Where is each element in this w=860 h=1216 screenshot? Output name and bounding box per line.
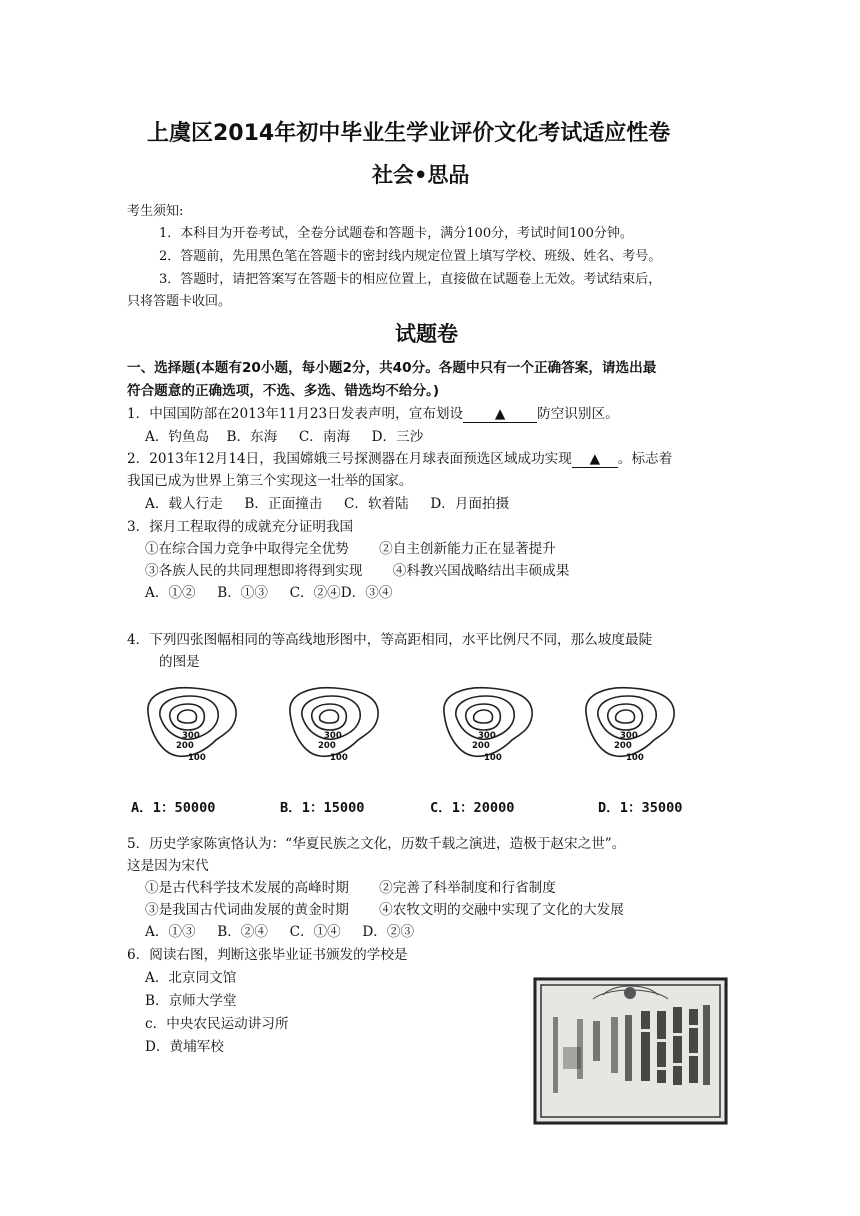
q1-stem-after: 防空识别区。 — [537, 406, 619, 422]
question-1-options: A．钓鱼岛 B．东海 C．南海 D．三沙 — [145, 429, 424, 445]
contour-label-200: 200 — [176, 741, 194, 751]
contour-label-200: 200 — [614, 741, 632, 751]
question-6-option-a: A．北京同文馆 — [145, 970, 237, 986]
question-2-stem — [127, 447, 672, 468]
question-6-option-c: c．中央农民运动讲习所 — [145, 1016, 289, 1032]
question-1-stem — [127, 402, 619, 423]
question-5-stem-cont: 这是因为宋代 — [127, 858, 209, 874]
section-title: 试题卷 — [395, 322, 458, 346]
question-6-option-b: B．京师大学堂 — [145, 993, 237, 1009]
contour-label-300: 300 — [478, 731, 496, 741]
contour-label-300: 300 — [620, 731, 638, 741]
question-5-options: A．①③ B．②④ C．①④ D．②③ — [145, 924, 415, 940]
graduation-certificate-image — [533, 977, 728, 1125]
question-2-options: A．载人行走 B．正面撞击 C．软着陆 D．月面拍摄 — [145, 496, 510, 512]
question-3-choices-34: ③各族人民的共同理想即将得到实现 ④科教兴国战略结出丰硕成果 — [145, 563, 570, 579]
q2-stem-after: 。标志着 — [617, 451, 673, 467]
notice-heading: 考生须知: — [127, 204, 184, 219]
contour-label-100: 100 — [484, 753, 502, 763]
part1-instruction-cont: 符合题意的正确选项，不选、多选、错选均不给分。) — [127, 383, 440, 399]
map-scale-label-c: C．1：20000 — [430, 800, 515, 816]
notice-item-3: 3．答题时，请把答案写在答题卡的相应位置上，直接做在试题卷上无效。考试结束后， — [159, 272, 662, 287]
question-4-stem: 4．下列四张图幅相同的等高线地形图中，等高距相同，水平比例尺不同，那么坡度最陡 — [127, 632, 653, 648]
answer-blank: ▲ — [572, 451, 618, 468]
question-3-options: A．①② B．①③ C．②④D．③④ — [145, 585, 393, 601]
page-title: 上虞区2014年初中毕业生学业评价文化考试适应性卷 — [147, 121, 671, 146]
notice-item-1: 1．本科目为开卷考试，全卷分试题卷和答题卡，满分100分，考试时间100分钟。 — [159, 226, 633, 241]
contour-label-100: 100 — [330, 753, 348, 763]
notice-item-3-cont: 只将答题卡收回。 — [127, 294, 232, 309]
part1-instruction: 一、选择题(本题有20小题，每小题2分，共40分。各题中只有一个正确答案，请选出最 — [127, 360, 657, 376]
page-subtitle: 社会•思品 — [372, 163, 470, 187]
question-6-option-d: D．黄埔军校 — [145, 1039, 224, 1055]
contour-label-300: 300 — [324, 731, 342, 741]
question-4-stem-cont: 的图是 — [159, 654, 200, 670]
question-3-choices-12: ①在综合国力竞争中取得完全优势 ②自主创新能力正在显著提升 — [145, 541, 556, 557]
question-5-choices-34: ③是我国古代词曲发展的黄金时期 ④农牧文明的交融中实现了文化的大发展 — [145, 902, 624, 918]
answer-blank: ▲ — [463, 406, 537, 423]
notice-item-2: 2．答题前，先用黑色笔在答题卡的密封线内规定位置上填写学校、班级、姓名、考号。 — [159, 249, 662, 264]
contour-label-300: 300 — [182, 731, 200, 741]
contour-map-d — [576, 682, 684, 764]
contour-map-a — [138, 682, 246, 764]
q2-stem-before: 2．2013年12月14日，我国嫦娥三号探测器在月球表面预选区域成功实现 — [127, 451, 572, 467]
question-6-stem: 6．阅读右图，判断这张毕业证书颁发的学校是 — [127, 947, 408, 963]
question-5-stem: 5．历史学家陈寅恪认为：“华夏民族之文化，历数千载之演进，造极于赵宋之世”。 — [127, 836, 626, 852]
question-3-stem: 3．探月工程取得的成就充分证明我国 — [127, 519, 354, 535]
map-scale-label-b: B．1：15000 — [280, 800, 365, 816]
contour-map-c — [434, 682, 542, 764]
q1-stem-before: 1．中国国防部在2013年11月23日发表声明，宣布划设 — [127, 406, 464, 422]
contour-label-100: 100 — [626, 753, 644, 763]
contour-map-b — [280, 682, 388, 764]
map-scale-label-d: D．1：35000 — [598, 800, 683, 816]
contour-label-100: 100 — [188, 753, 206, 763]
question-2-stem-cont: 我国已成为世界上第三个实现这一壮举的国家。 — [127, 473, 413, 489]
map-scale-label-a: A．1：50000 — [131, 800, 216, 816]
contour-label-200: 200 — [318, 741, 336, 751]
contour-label-200: 200 — [472, 741, 490, 751]
question-5-choices-12: ①是古代科学技术发展的高峰时期 ②完善了科举制度和行省制度 — [145, 880, 556, 896]
